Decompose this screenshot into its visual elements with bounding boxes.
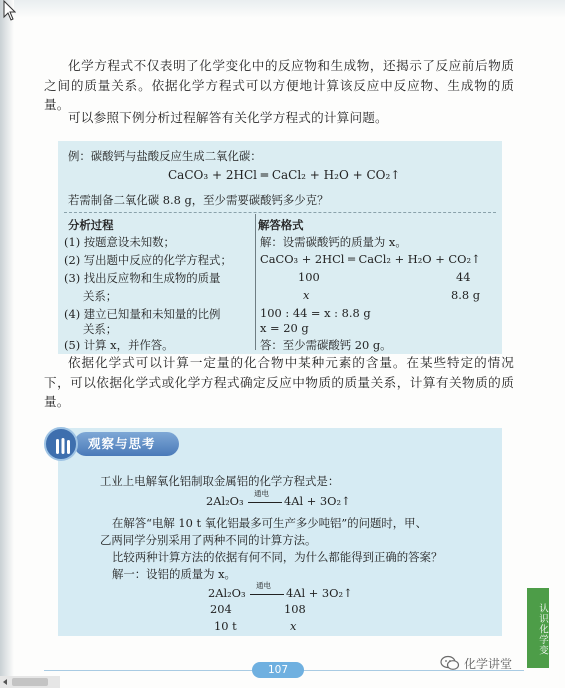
think-mass-right: 108	[284, 602, 306, 616]
badge-circle	[44, 427, 78, 461]
think-condition: 通电	[254, 489, 269, 498]
analysis-heading: 分析过程	[68, 218, 114, 232]
example-question: 若需制备二氧化碳 8.8 g，至少需要碳酸钙多少克？	[68, 193, 329, 207]
chapter-side-tab: 认识化学变	[527, 588, 549, 668]
example-equation: CaCO₃ + 2HCl ═ CaCl₂ + H₂O + CO₂↑	[168, 168, 401, 182]
cursor-icon	[2, 0, 16, 22]
solution-known: 8.8 g	[451, 288, 481, 302]
think-unknown: x	[290, 619, 297, 633]
think-mass-left: 204	[210, 602, 232, 616]
column-divider	[255, 214, 256, 350]
analysis-step: (4) 建立已知量和未知量的比例	[64, 307, 221, 321]
scrollbar[interactable]	[0, 676, 60, 688]
solution-heading: 解答格式	[258, 218, 304, 232]
scan-edge-left	[0, 0, 14, 688]
wechat-icon	[440, 655, 460, 671]
watermark-text: 化学讲堂	[464, 656, 513, 671]
dashed-divider	[64, 212, 496, 213]
badge-label: 观察与思考	[74, 432, 179, 456]
analysis-step-cont: 关系；	[83, 289, 118, 303]
observe-think-badge	[44, 427, 184, 457]
solution-equation: CaCO₃ + 2HCl ═ CaCl₂ + H₂O + CO₂↑	[260, 252, 481, 266]
solution-mass-left: 100	[298, 270, 320, 284]
think-equation-left: 2Al₂O₃	[206, 494, 244, 508]
reaction-arrow	[250, 594, 284, 595]
think-question-3: 比较两种计算方法的依据有何不同，为什么都能得到正确的答案？	[112, 550, 443, 564]
solution-mass-right: 44	[456, 270, 471, 284]
paragraph-intro: 化学方程式不仅表明了化学变化中的反应物和生成物，还揭示了反应前后物质之间的质量关系。依据化学方程式可以方便地计算该反应中反应物、生成物的质量。	[44, 58, 514, 112]
think-solve: 解一：设铝的质量为 x。	[112, 567, 236, 581]
solution-ratio: 100 : 44 = x : 8.8 g	[260, 306, 371, 320]
page-number: 107	[252, 662, 304, 678]
analysis-step-cont: 关系；	[83, 322, 118, 336]
paragraph-formula: 依据化学式可以计算一定量的化合物中某种元素的含量。在某些特定的情况下，可以依据化学式或化学方程式确定反应中物质的质量关系，计算有关物质的质量。	[44, 355, 514, 409]
example-box	[58, 141, 502, 354]
think-equation-left-2: 2Al₂O₃	[208, 586, 246, 600]
think-intro: 工业上电解氧化铝制取金属铝的化学方程式是：	[100, 474, 340, 488]
example-title: 例：碳酸钙与盐酸反应生成二氧化碳：	[68, 149, 262, 163]
analysis-step: (3) 找出反应物和生成物的质量	[64, 271, 221, 285]
think-equation-right: 4Al + 3O₂↑	[284, 494, 351, 508]
analysis-step: (2) 写出题中反应的化学方程式；	[64, 253, 232, 267]
think-given: 10 t	[214, 619, 237, 633]
think-question-1: 在解答“电解 10 t 氧化铝最多可生产多少吨铝”的问题时，甲、	[112, 516, 427, 530]
reaction-arrow	[248, 502, 282, 503]
observe-think-box	[58, 428, 502, 636]
think-equation-right-2: 4Al + 3O₂↑	[286, 586, 353, 600]
solution-set: 解：设需碳酸钙的质量为 x。	[260, 235, 407, 249]
solution-result: x = 20 g	[260, 321, 309, 335]
think-question-2: 乙两同学分别采用了两种不同的计算方法。	[100, 533, 317, 547]
test-tube-icon	[55, 437, 71, 455]
analysis-step: (1) 按题意设未知数；	[64, 235, 175, 249]
paragraph-guide: 可以参照下例分析过程解答有关化学方程式的计算问题。	[68, 110, 388, 125]
think-condition-2: 通电	[256, 581, 271, 590]
solution-answer: 答：至少需碳酸钙 20 g。	[260, 338, 392, 352]
scan-edge-top	[0, 0, 565, 18]
solution-unknown: x	[303, 288, 310, 302]
watermark	[440, 652, 512, 674]
analysis-step: (5) 计算 x，并作答。	[64, 338, 174, 352]
